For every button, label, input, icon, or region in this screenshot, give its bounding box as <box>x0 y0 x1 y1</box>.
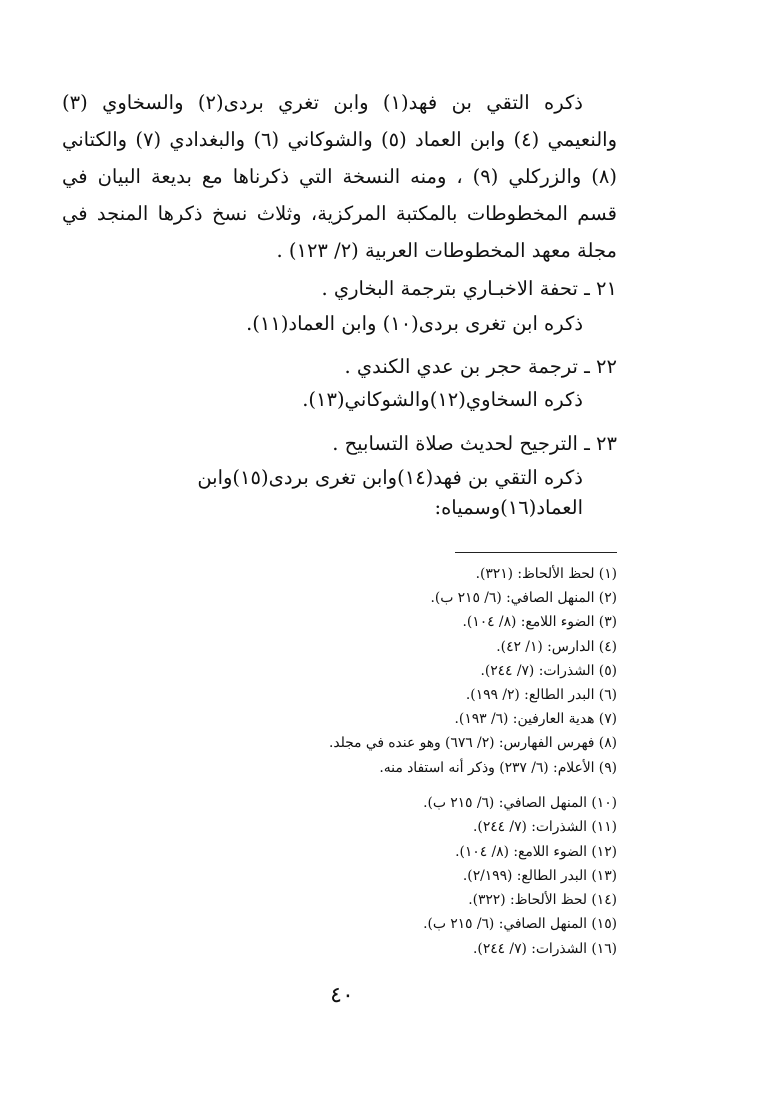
footnote: (١) لحظ الألحاظ: (٣٢١). <box>475 566 617 582</box>
footnote: (٧) هدية العارفين: (٦/ ١٩٣). <box>454 711 617 728</box>
footnote: (٩) الأعلام: (٦/ ٢٣٧) وذكر أنه استفاد منه. <box>379 759 617 776</box>
footnote: (٢) المنهل الصافي: (٦/ ٢١٥ ب). <box>430 590 617 607</box>
page-number: ٤٠ <box>330 983 354 1008</box>
footnote: (١٢) الضوء اللامع: (٨/ ١٠٤). <box>455 843 617 860</box>
item-22-reference: ذكره السخاوي(١٢)والشوكاني(١٣). <box>302 388 583 411</box>
item-21-title: ٢١ ـ تحفة الاخبـاري بترجمة البخاري . <box>321 277 617 300</box>
footnote: (١٥) المنهل الصافي: (٦/ ٢١٥ ب). <box>423 916 617 933</box>
footnote: (٤) الدارس: (١/ ٤٢). <box>496 638 617 655</box>
footnote: (١٠) المنهل الصافي: (٦/ ٢١٥ ب). <box>423 795 617 811</box>
footnote: (٨) فهرس الفهارس: (٢/ ٦٧٦) وهو عنده في مجلد. <box>328 735 617 752</box>
paragraph-1: ذكره التقي بن فهد(١) وابن تغري بردى(٢) والسخاوي (٣) والنعيمي (٤) وابن العماد (٥) والشوكاني (٦) والبغدادي (٧) والكتاني (٨) والزركلي (٩) ، ومنه النسخة التي ذكرناها مع بديعة البيان في قسم المخطوطات بالمكتبة المركزية، وثلاث نسخ ذكرها المنجد في مجلة معهد المخطوطات العربية (٢/ ١٢٣) . <box>62 91 617 262</box>
footnote-separator <box>455 552 617 553</box>
footnote: (١٦) الشذرات: (٧/ ٢٤٤). <box>473 940 617 957</box>
footnote: (٦) البدر الطالع: (٢/ ١٩٩). <box>465 687 617 704</box>
item-22-title: ٢٢ ـ ترجمة حجر بن عدي الكندي . <box>344 355 617 378</box>
footnote: (٥) الشذرات: (٧/ ٢٤٤). <box>480 662 617 679</box>
footnote: (٣) الضوء اللامع: (٨/ ١٠٤). <box>462 614 617 631</box>
footnotes-list-continued <box>57 791 617 961</box>
footnote: (١١) الشذرات: (٧/ ٢٤٤). <box>473 819 617 836</box>
item-23-title: ٢٣ ـ الترجيح لحديث صلاة التسابيح . <box>332 432 617 455</box>
footnote: (١٣) البدر الطالع: (٢/١٩٩). <box>462 867 617 884</box>
footnotes-list <box>57 562 617 780</box>
item-23-reference: ذكره التقي بن فهد(١٤)وابن تغرى بردى(١٥)وابن العماد(١٦)وسمياه: <box>197 466 583 519</box>
footnote: (١٤) لحظ الألحاظ: (٣٢٢). <box>468 892 617 909</box>
item-21-reference: ذكره ابن تغرى بردى(١٠) وابن العماد(١١). <box>246 312 583 335</box>
